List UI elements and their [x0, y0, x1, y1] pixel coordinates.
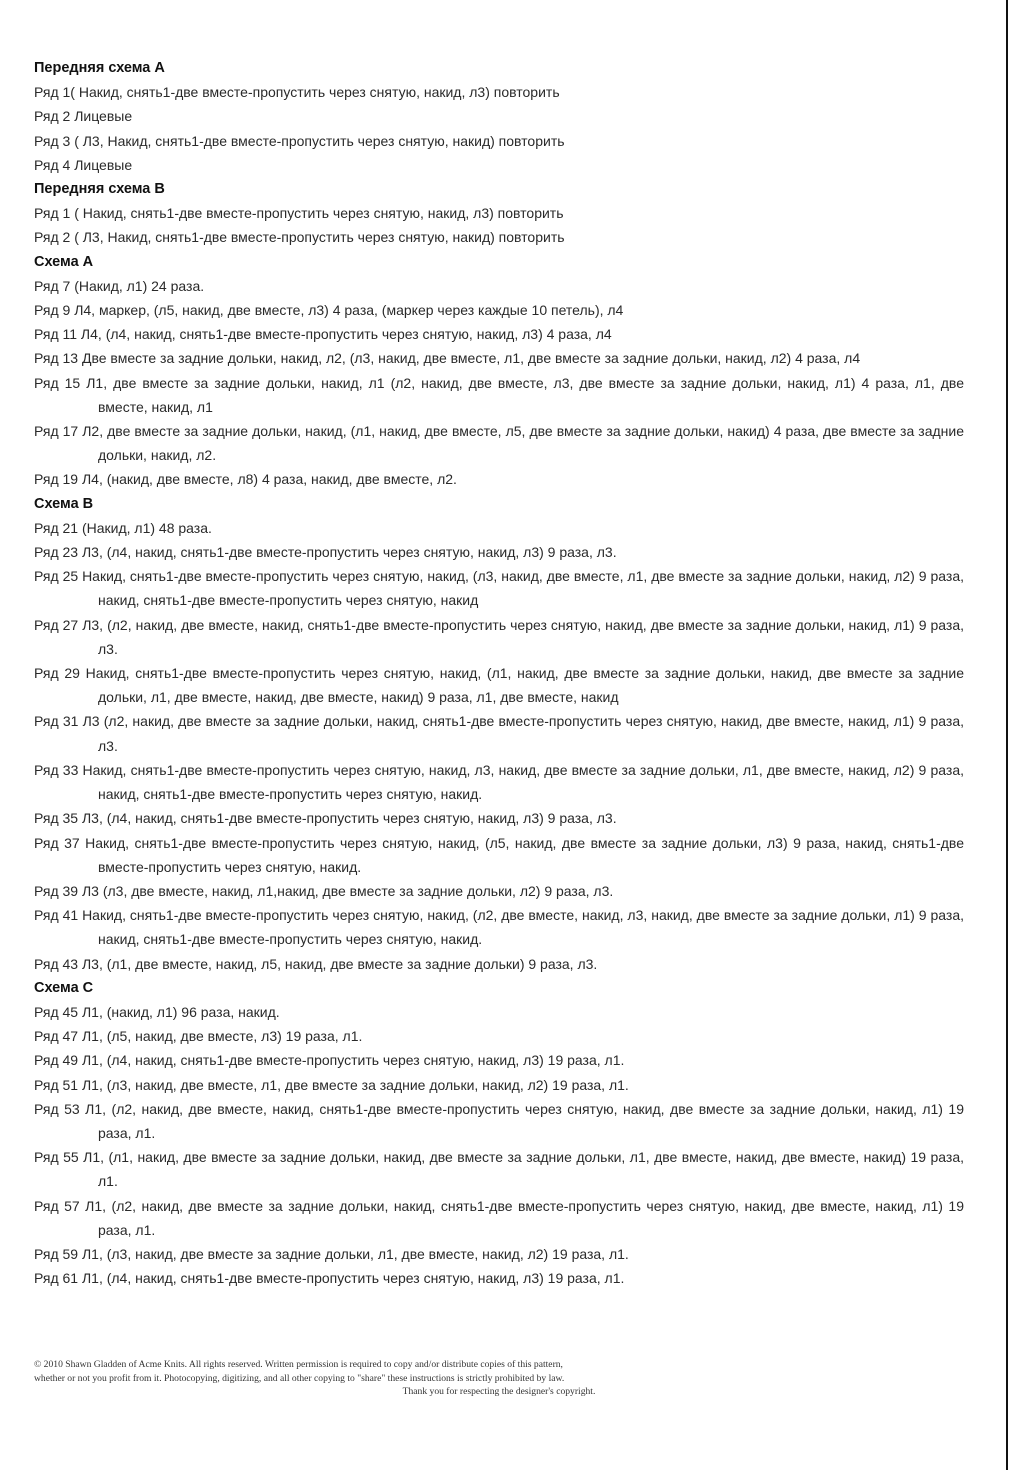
pattern-row: Ряд 47 Л1, (л5, накид, две вместе, л3) 19 раза, л1. — [34, 1028, 363, 1045]
pattern-row: Ряд 2 Лицевые — [34, 108, 133, 125]
pattern-row: Ряд 37 Накид, снять1-две вместе-пропустить через снятую, накид, (л5, накид, две вместе за задние дольки, л3) 9 раза, накид, снять1-две вместе-пропустить через снятую, накид. — [34, 834, 964, 875]
pattern-row: Ряд 15 Л1, две вместе за задние дольки, накид, л1 (л2, накид, две вместе, л3, две вместе за задние дольки, накид, л1) 4 раза, л1, две вместе, накид, л1 — [34, 374, 964, 415]
pattern-row: Ряд 43 Л3, (л1, две вместе, накид, л5, накид, две вместе за задние дольки) 9 раза, л3. — [34, 955, 598, 972]
section-heading: Передняя схема В — [34, 181, 165, 198]
copyright-thanks: Thank you for respecting the designer's copyright. — [402, 1386, 596, 1397]
pattern-row: Ряд 17 Л2, две вместе за задние дольки, накид, (л1, накид, две вместе, л5, две вместе за задние дольки, накид) 4 раза, две вместе за задние дольки, накид, л2. — [34, 423, 964, 464]
section-heading: Схема В — [34, 495, 94, 512]
pattern-section — [34, 56, 964, 177]
pattern-row: Ряд 1 ( Накид, снять1-две вместе-пропустить через снятую, накид, л3) повторить — [34, 205, 564, 222]
pattern-row: Ряд 35 Л3, (л4, накид, снять1-две вместе-пропустить через снятую, накид, л3) 9 раза, л3. — [34, 810, 617, 827]
section-heading: Схема А — [34, 253, 94, 270]
pattern-row: Ряд 9 Л4, маркер, (л5, накид, две вместе, л3) 4 раза, (маркер через каждые 10 петель), л4 — [34, 302, 624, 319]
pattern-row: Ряд 11 Л4, (л4, накид, снять1-две вместе-пропустить через снятую, накид, л3) 4 раза, л4 — [34, 326, 612, 343]
pattern-document — [34, 56, 964, 1290]
pattern-row: Ряд 39 Л3 (л3, две вместе, накид, л1,накид, две вместе за задние дольки, л2) 9 раза, л3. — [34, 882, 614, 899]
pattern-row: Ряд 61 Л1, (л4, накид, снять1-две вместе-пропустить через снятую, накид, л3) 19 раза, л1. — [34, 1270, 625, 1287]
pattern-section — [34, 976, 964, 1291]
section-heading: Передняя схема А — [34, 60, 165, 76]
page-edge-rule — [1006, 0, 1008, 1470]
pattern-row: Ряд 33 Накид, снять1-две вместе-пропустить через снятую, накид, л3, накид, две вместе за задние дольки, л1, две вместе, накид, л2) 9 раза, накид, снять1-две вместе-пропустить через снятую, накид. — [34, 761, 964, 803]
pattern-row: Ряд 53 Л1, (л2, накид, две вместе, накид, снять1-две вместе-пропустить через снятую, накид, две вместе за задние дольки, накид, л1) 19 раза, л1. — [34, 1100, 964, 1141]
pattern-row: Ряд 27 Л3, (л2, накид, две вместе, накид, снять1-две вместе-пропустить через снятую, накид, две вместе за задние дольки, накид, л1) 9 раза, л3. — [34, 616, 964, 657]
pattern-section — [34, 492, 964, 976]
pattern-row: Ряд 13 Две вместе за задние дольки, накид, л2, (л3, накид, две вместе, л1, две вместе за задние дольки, накид, л2) 4 раза, л4 — [34, 350, 861, 367]
copyright-line-2: whether or not you profit from it. Photocopying, digitizing, and all other copying to "share" these instructions is strictly prohibited by law. — [34, 1372, 565, 1384]
pattern-row: Ряд 19 Л4, (накид, две вместе, л8) 4 раза, накид, две вместе, л2. — [34, 471, 457, 488]
pattern-row: Ряд 45 Л1, (накид, л1) 96 раза, накид. — [34, 1003, 280, 1020]
pattern-row: Ряд 59 Л1, (л3, накид, две вместе за задние дольки, л1, две вместе, накид, л2) 19 раза, л1. — [34, 1245, 629, 1262]
pattern-row: Ряд 29 Накид, снять1-две вместе-пропустить через снятую, накид, (л1, накид, две вместе за задние дольки, накид, две вместе за задние дольки, л1, две вместе, накид, две вместе, накид) 9 раза, л1, две вместе, накид — [34, 665, 964, 706]
pattern-section — [34, 250, 964, 492]
pattern-row: Ряд 4 Лицевые — [34, 156, 133, 173]
pattern-row: Ряд 7 (Накид, л1) 24 раза. — [34, 277, 205, 294]
section-heading: Схема С — [34, 979, 94, 996]
pattern-row: Ряд 2 ( Л3, Накид, снять1-две вместе-пропустить через снятую, накид) повторить — [34, 229, 565, 246]
pattern-section — [34, 177, 964, 250]
copyright-footer — [34, 1358, 964, 1399]
pattern-row: Ряд 25 Накид, снять1-две вместе-пропустить через снятую, накид, (л3, накид, две вместе, л1, две вместе за задние дольки, накид, л2) 9 раза, накид, снять1-две вместе-пропустить через снятую, накид — [34, 568, 964, 609]
pattern-row: Ряд 21 (Накид, л1) 48 раза. — [34, 519, 212, 536]
pattern-row: Ряд 3 ( Л3, Накид, снять1-две вместе-пропустить через снятую, накид) повторить — [34, 132, 565, 149]
pattern-row: Ряд 31 Л3 (л2, накид, две вместе за задние дольки, накид, снять1-две вместе-пропустить через снятую, накид, две вместе, накид, л1) 9 раза, л3. — [34, 713, 964, 754]
pattern-row: Ряд 55 Л1, (л1, накид, две вместе за задние дольки, накид, две вместе за задние дольки, л1, две вместе, накид, две вместе, накид) 19 раза, л1. — [34, 1149, 964, 1190]
pattern-row: Ряд 23 Л3, (л4, накид, снять1-две вместе-пропустить через снятую, накид, л3) 9 раза, л3. — [34, 544, 617, 561]
pattern-row: Ряд 51 Л1, (л3, накид, две вместе, л1, две вместе за задние дольки, накид, л2) 19 раза, л1. — [34, 1076, 629, 1093]
copyright-line-1: © 2010 Shawn Gladden of Acme Knits. All rights reserved. Written permission is required to copy and/or distribute copies of this pattern, — [34, 1359, 563, 1370]
pattern-row: Ряд 57 Л1, (л2, накид, две вместе за задние дольки, накид, снять1-две вместе-пропустить через снятую, накид, две вместе, накид, л1) 19 раза, л1. — [34, 1197, 964, 1238]
pattern-row: Ряд 1( Накид, снять1-две вместе-пропустить через снятую, накид, л3) повторить — [34, 84, 560, 101]
pattern-row: Ряд 41 Накид, снять1-две вместе-пропустить через снятую, накид, (л2, две вместе, накид, л3, накид, две вместе за задние дольки, л1) 9 раза, накид, снять1-две вместе-пропустить через снятую, накид. — [34, 907, 964, 948]
pattern-row: Ряд 49 Л1, (л4, накид, снять1-две вместе-пропустить через снятую, накид, л3) 19 раза, л1. — [34, 1052, 625, 1069]
